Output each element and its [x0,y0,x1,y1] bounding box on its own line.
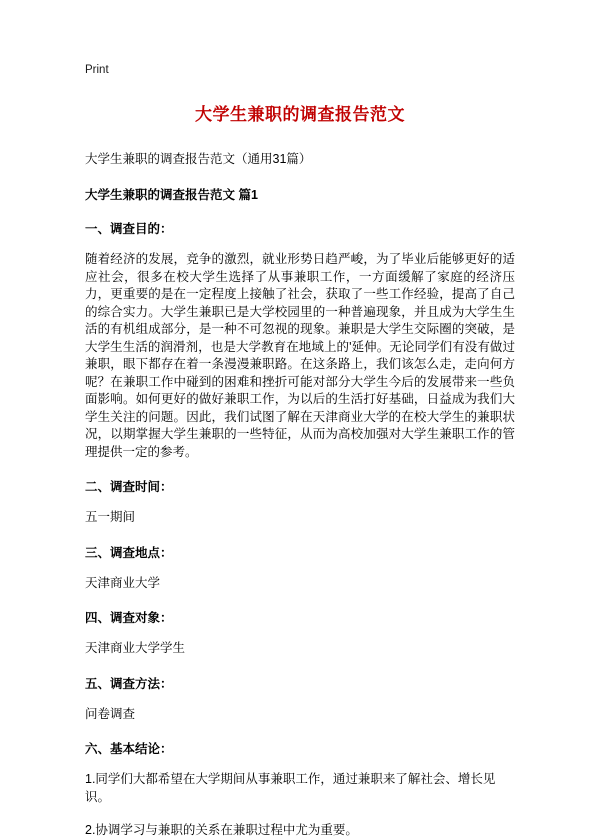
section-heading-method: 五、调查方法： [85,676,173,691]
article-heading: 大学生兼职的调查报告范文 篇1 [85,188,258,202]
section-purpose [85,219,515,461]
section-heading-time: 二、调查时间： [85,480,173,494]
section-method [85,674,515,724]
section-time [85,477,515,527]
section-heading-conclusions: 六、基本结论： [85,742,173,756]
document-title: 大学生兼职的调查报告范文 [195,105,405,124]
section-body-purpose: 随着经济的发展，竞争的激烈，就业形势日趋严峻，为了毕业后能够更好的适应社会，很多在校大学生选择了从事兼职工作，一方面缓解了家庭的经济压力，更重要的是在一定程度上接触了社会，获取了一些工作经验，提高了自己的综合实力。大学生兼职已是大学校园里的一种普遍现象，并且成为大学生生活的有机组成部分，是一种不可忽视的现象。兼职是大学生交际圈的突破，是大学生生活的润滑剂，也是大学教育在地域上的'延伸。无论同学们有没有做过兼职，眼下都存在着一条漫漫兼职路。在这条路上，我们该怎么走，走向何方呢？在兼职工作中碰到的困难和挫折可能对部分大学生今后的发展带来一些负面影响。如何更好的做好兼职工作，为以后的生活打好基础，日益成为我们大学生关注的问题。因此，我们试图了解在天津商业大学的在校大学生的兼职状况，以期掌握大学生兼职的一些特征，从而为高校加强对大学生兼职工作的管理提供一定的参考。 [85,252,515,459]
section-subjects [85,608,515,658]
section-body-time: 五一期间 [85,510,136,524]
section-conclusions [85,739,515,840]
print-button[interactable]: Print [85,64,109,76]
conclusion-line-2: 2.协调学习与兼职的关系在兼职过程中尤为重要。 [85,823,358,837]
section-heading-subjects: 四、调查对象： [85,611,173,625]
section-location [85,543,515,593]
section-body-method: 问卷调查 [85,706,136,721]
section-body-subjects: 天津商业大学学生 [85,641,186,655]
conclusion-line-1: 1.同学们大都希望在大学期间从事兼职工作，通过兼职来了解社会、增长见识。 [85,772,496,804]
section-heading-purpose: 一、调查目的： [85,222,173,236]
section-body-location: 天津商业大学 [85,575,161,590]
document-subtitle: 大学生兼职的调查报告范文（通用31篇） [85,152,312,166]
section-heading-location: 三、调查地点： [85,545,173,560]
